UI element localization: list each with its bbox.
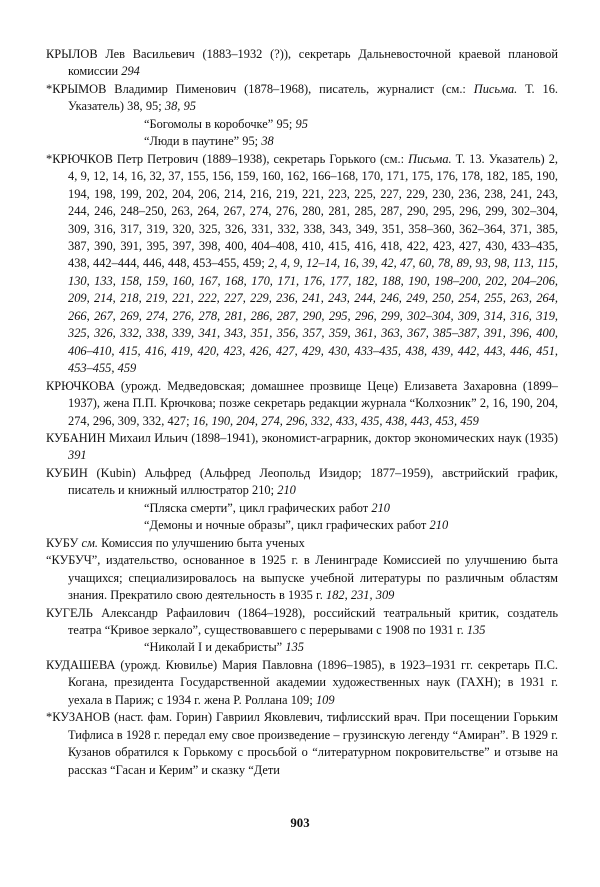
entry-text: КУДАШЕВА (урожд. Кювилье) Мария Павловна (1896–1985), в 1923–1931 гг. секретарь П.С. Когана, президента Государственной академии художественных наук (ГАХН); в 1931 г. уехала в Париж; с 1934 г. жена Р. Роллана 109;	[46, 657, 558, 707]
page-reference-italic: 16, 190, 204, 274, 296, 332, 433, 435, 438, 443, 453, 459	[192, 413, 479, 428]
entry-text: КРЫЛОВ Лев Васильевич (1883–1932 (?)), секретарь Дальневосточной краевой плановой комиссии	[46, 47, 558, 79]
index-entry-list	[46, 46, 558, 779]
entry-text: КУБУ	[46, 535, 82, 550]
page-reference-italic: см.	[81, 535, 98, 550]
page-reference-italic: 391	[68, 448, 87, 463]
page-reference-italic: Письма.	[473, 81, 518, 96]
index-entry	[46, 552, 558, 604]
entry-text: КРЮЧКОВА (урожд. Медведовская; домашнее прозвище Цеце) Елизавета Захаровна (1899–1937), жена П.П. Крючкова; позже секретарь редакции журнала “Колхозник” 2, 16, 190, 204, 274, 296, 309, 332, 427;	[46, 378, 558, 428]
index-entry	[46, 657, 558, 709]
entry-text: КУГЕЛЬ Александр Рафаилович (1864–1928), российский театральный критик, создатель театра “Кривое зеркало”, существовавшего с перерывами с 1908 по 1931 г.	[46, 605, 558, 637]
entry-text: *КРЮЧКОВ Петр Петрович (1889–1938), секретарь Горького (см.:	[46, 151, 409, 166]
entry-text: “Люди в паутине” 95;	[144, 134, 262, 149]
entry-text: “КУБУЧ”, издательство, основанное в 1925 г. в Ленинграде Комиссией по улучшению быта учащихся; специализировалось на выпуске учебной литературы по различным областям знания. Прекратило свою деятельность в 1935 г.	[46, 553, 558, 603]
page-reference-italic: 38	[261, 134, 274, 149]
entry-text: “Пляска смерти”, цикл графических работ	[144, 500, 372, 515]
index-entry	[46, 430, 558, 465]
entry-text: КУБИН (Kubin) Альфред (Альфред Леопольд Изидор; 1877–1959), австрийский график, писатель и книжный иллюстратор 210;	[46, 465, 558, 498]
page-reference-italic: Письма.	[408, 151, 452, 166]
index-entry	[46, 378, 558, 430]
index-subentry	[46, 639, 558, 656]
index-entry	[46, 151, 558, 378]
entry-text: “Демоны и ночные образы”, цикл графических работ	[144, 518, 430, 533]
index-entry	[46, 535, 558, 552]
entry-text: *КУЗАНОВ (наст. фам. Горин) Гавриил Яковлевич, тифлисский врач. При посещении Горьким Тифлиса в 1928 г. передал ему свое произведение – грузинскую легенду “Амиран”. В 1929 г. Кузанов обратился к Горькому с просьбой о “литературном покровительстве” и отзыве на рассказ “Гасан и Керим” и сказку “Дети	[46, 710, 558, 777]
entry-text: Т. 16. Указатель) 38, 95;	[68, 81, 559, 114]
page-reference-italic: 95	[295, 116, 308, 131]
page-number: 903	[290, 816, 310, 830]
index-entry	[46, 465, 558, 500]
entry-text: “Николай I и декабристы”	[144, 640, 286, 655]
index-subentry	[46, 517, 558, 534]
page-reference-italic: 135	[285, 640, 304, 655]
index-entry	[46, 709, 558, 779]
page-reference-italic: 182, 231, 309	[326, 588, 395, 603]
index-subentry	[46, 133, 558, 150]
entry-text: “Богомолы в коробочке” 95;	[144, 116, 296, 131]
entry-text: Комиссия по улучшению быта ученых	[97, 535, 305, 550]
index-entry	[46, 46, 558, 81]
page-reference-italic: 109	[315, 692, 335, 707]
page-reference-italic: 294	[121, 64, 140, 79]
page-reference-italic: 2, 4, 9, 12–14, 16, 39, 42, 47, 60, 78, 89, 93, 98, 113, 115, 130, 133, 158, 159, 160, 167, 168, 170, 171, 176, 177, 182, 188, 190, 198–200, 202, 204–206, 209, 214, 218, 219, 221, 222, 227, 229, 236, 241, 243, 244, 246, 249, 250, 254, 255, 263, 264, 266, 267, 269, 274, 276, 278, 281, 286, 287, 290, 295, 296, 299, 302–304, 309, 314, 316, 319, 325, 326, 332, 338, 339, 341, 343, 351, 356, 357, 359, 361, 363, 367, 385–387, 391, 396, 400, 406–410, 415, 416, 419, 420, 423, 426, 427, 429, 430, 433–435, 438, 439, 442, 443, 446, 451, 453–455, 459	[68, 256, 558, 376]
page-reference-italic: 210	[277, 483, 296, 498]
entry-text: КУБАНИН Михаил Ильич (1898–1941), экономист-аграрник, доктор экономических наук (1935)	[46, 430, 558, 445]
index-entry	[46, 605, 558, 640]
index-subentry	[46, 116, 558, 133]
entry-text: *КРЫМОВ Владимир Пименович (1878–1968), писатель, журналист (см.:	[46, 81, 474, 96]
page-reference-italic: 210	[371, 500, 390, 515]
page-reference-italic: 135	[466, 622, 486, 637]
index-entry	[46, 81, 558, 116]
index-subentry	[46, 500, 558, 517]
entry-text: Т. 13. Указатель) 2, 4, 9, 12, 14, 16, 32, 37, 155, 156, 159, 160, 162, 166–168, 170, 171, 175, 176, 178, 182, 185, 190, 194, 198, 199, 202, 204, 206, 214, 216, 219, 221, 223, 225, 227, 229, 230, 236, 238, 241, 243, 244, 246, 248–250, 263, 264, 267, 274, 276, 280, 281, 285, 287, 290, 295, 296, 299, 302–304, 309, 316, 317, 319, 320, 325, 326, 331, 332, 338, 343, 349, 351, 358–360, 362–364, 371, 385, 387, 390, 391, 395, 397, 398, 400, 404–408, 410, 415, 416, 418, 422, 423, 427, 430, 433–435, 438, 442–444, 446, 448, 453–455, 459;	[68, 151, 559, 271]
page-reference-italic: 210	[429, 518, 449, 533]
page-reference-italic: 38, 95	[164, 99, 196, 114]
